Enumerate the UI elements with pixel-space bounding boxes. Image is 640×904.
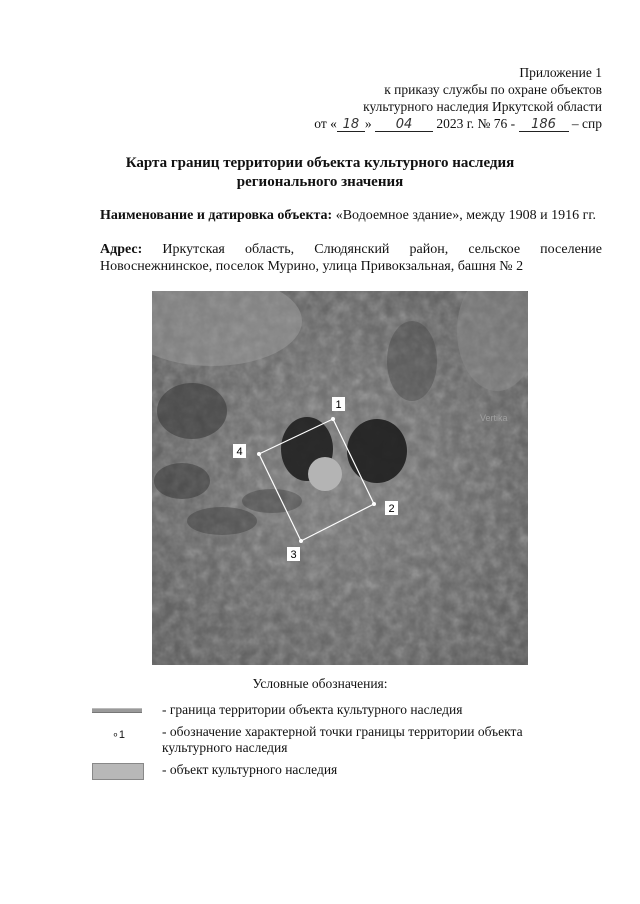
point-label-1: [332, 397, 345, 411]
object-address: Адрес: Иркутская область, Слюдянский район, сельское поселение Новоснежнинское, поселок Мурино, улица Привокзальная, башня № 2: [100, 242, 603, 274]
tower-shadow: [347, 419, 407, 483]
appendix-label: Приложение 1: [519, 65, 602, 80]
point-label-3: [287, 547, 300, 561]
svg-text:2: 2: [388, 503, 395, 515]
object-name: Наименование и датировка объекта: «Водоемное здание», между 1908 и 1916 гг.: [100, 208, 596, 223]
legend-fill-icon: [92, 763, 144, 780]
map-image: [152, 291, 528, 665]
legend-item-boundary: - граница территории объекта культурного наследия: [92, 702, 592, 720]
handwritten-month: 04: [395, 117, 413, 132]
boundary-point: [372, 502, 376, 506]
order-reference: [314, 64, 602, 132]
svg-text:3: 3: [290, 549, 297, 561]
satellite-map: [152, 291, 528, 665]
svg-text:1: 1: [335, 399, 342, 411]
order-line: к приказу службы по охране объектов: [384, 82, 602, 97]
agency-line: культурного наследия Иркутской области: [363, 99, 602, 114]
document-title: Карта границ территории объекта культурного наследия регионального значения: [125, 155, 515, 190]
legend-title: Условные обозначения:: [252, 676, 388, 691]
point-label-4: [233, 444, 246, 458]
boundary-point: [331, 417, 335, 421]
heritage-object-marker: [308, 457, 342, 491]
legend-point-icon: ∘1: [112, 729, 126, 741]
order-date-line: от « 18 » 04 2023 г. № 76 - 186 – спр: [314, 116, 602, 132]
boundary-point: [257, 452, 261, 456]
legend-line-icon: [92, 708, 142, 713]
boundary-point: [299, 539, 303, 543]
svg-text:4: 4: [236, 446, 243, 458]
handwritten-number: 186: [531, 117, 556, 132]
map-watermark: Vertika: [480, 413, 508, 423]
legend-item-object: - объект культурного наследия: [92, 762, 592, 782]
handwritten-day: 18: [342, 117, 360, 132]
point-label-2: [385, 501, 398, 515]
legend-item-point: ∘1 - обозначение характерной точки границы территории объекта культурного наследия: [112, 724, 523, 755]
